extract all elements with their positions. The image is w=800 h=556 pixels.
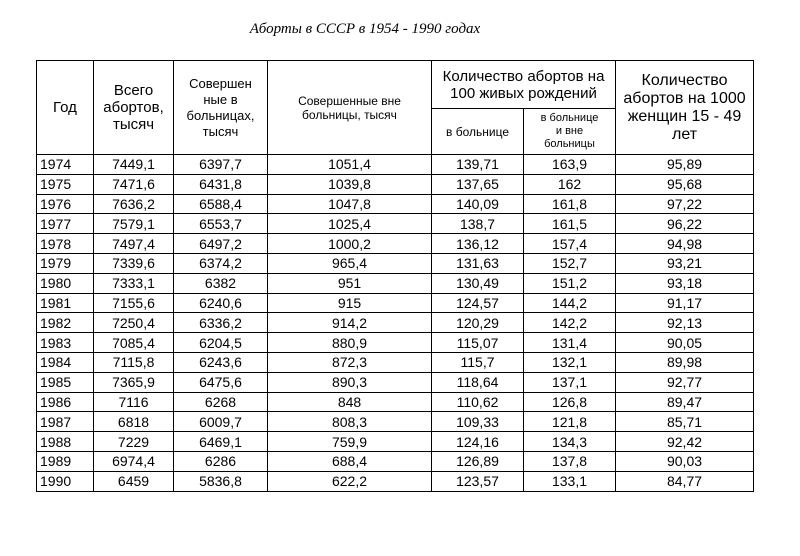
per100-both-cell: 132,1 <box>524 352 616 372</box>
per100-both-cell: 163,9 <box>524 155 616 175</box>
per100-hospital-cell: 139,71 <box>432 155 524 175</box>
table-row <box>37 214 754 234</box>
header-per100: Количество абортов на 100 живых рождений <box>432 61 616 109</box>
outside-cell: 808,3 <box>268 412 432 432</box>
table-row <box>37 313 754 333</box>
hospital-cell: 6009,7 <box>174 412 268 432</box>
per100-both-cell: 157,4 <box>524 234 616 254</box>
per1000-cell: 89,47 <box>616 392 754 412</box>
per100-both-cell: 133,1 <box>524 471 616 491</box>
year-cell: 1984 <box>37 352 94 372</box>
per100-both-cell: 137,1 <box>524 372 616 392</box>
outside-cell: 1000,2 <box>268 234 432 254</box>
hospital-cell: 6588,4 <box>174 194 268 214</box>
year-cell: 1979 <box>37 253 94 273</box>
per100-hospital-cell: 124,16 <box>432 432 524 452</box>
total-cell: 7250,4 <box>94 313 174 333</box>
table-row <box>37 451 754 471</box>
hospital-cell: 6431,8 <box>174 174 268 194</box>
table-row <box>37 392 754 412</box>
per1000-cell: 91,17 <box>616 293 754 313</box>
hospital-cell: 6286 <box>174 451 268 471</box>
per100-both-cell: 142,2 <box>524 313 616 333</box>
outside-cell: 890,3 <box>268 372 432 392</box>
year-cell: 1981 <box>37 293 94 313</box>
year-cell: 1975 <box>37 174 94 194</box>
per100-both-cell: 131,4 <box>524 333 616 353</box>
year-cell: 1983 <box>37 333 94 353</box>
per100-hospital-cell: 115,7 <box>432 352 524 372</box>
outside-cell: 1047,8 <box>268 194 432 214</box>
per1000-cell: 92,42 <box>616 432 754 452</box>
year-cell: 1974 <box>37 155 94 175</box>
year-cell: 1985 <box>37 372 94 392</box>
per100-hospital-cell: 140,09 <box>432 194 524 214</box>
per100-hospital-cell: 118,64 <box>432 372 524 392</box>
hospital-cell: 6553,7 <box>174 214 268 234</box>
table-row <box>37 432 754 452</box>
per100-hospital-cell: 126,89 <box>432 451 524 471</box>
per100-both-cell: 126,8 <box>524 392 616 412</box>
per1000-cell: 93,21 <box>616 253 754 273</box>
year-cell: 1990 <box>37 471 94 491</box>
outside-cell: 1051,4 <box>268 155 432 175</box>
per100-hospital-cell: 136,12 <box>432 234 524 254</box>
per1000-cell: 90,05 <box>616 333 754 353</box>
year-cell: 1978 <box>37 234 94 254</box>
per100-both-cell: 144,2 <box>524 293 616 313</box>
per100-hospital-cell: 115,07 <box>432 333 524 353</box>
total-cell: 7339,6 <box>94 253 174 273</box>
per100-hospital-cell: 109,33 <box>432 412 524 432</box>
outside-cell: 915 <box>268 293 432 313</box>
per100-hospital-cell: 110,62 <box>432 392 524 412</box>
hospital-cell: 6243,6 <box>174 352 268 372</box>
table-row <box>37 234 754 254</box>
per1000-cell: 84,77 <box>616 471 754 491</box>
outside-cell: 1039,8 <box>268 174 432 194</box>
table-row <box>37 253 754 273</box>
year-cell: 1980 <box>37 273 94 293</box>
total-cell: 7497,4 <box>94 234 174 254</box>
per1000-cell: 95,68 <box>616 174 754 194</box>
per100-hospital-cell: 137,65 <box>432 174 524 194</box>
per100-both-cell: 162 <box>524 174 616 194</box>
per100-hospital-cell: 123,57 <box>432 471 524 491</box>
header-hospital: Совершен ные в больницах, тысяч <box>174 61 268 155</box>
hospital-cell: 5836,8 <box>174 471 268 491</box>
outside-cell: 1025,4 <box>268 214 432 234</box>
per1000-cell: 94,98 <box>616 234 754 254</box>
total-cell: 7155,6 <box>94 293 174 313</box>
table-row <box>37 333 754 353</box>
header-per100-both: в больнице и вне больницы <box>524 109 616 155</box>
outside-cell: 951 <box>268 273 432 293</box>
table-row <box>37 372 754 392</box>
per100-hospital-cell: 131,63 <box>432 253 524 273</box>
outside-cell: 914,2 <box>268 313 432 333</box>
hospital-cell: 6497,2 <box>174 234 268 254</box>
hospital-cell: 6397,7 <box>174 155 268 175</box>
total-cell: 7116 <box>94 392 174 412</box>
outside-cell: 688,4 <box>268 451 432 471</box>
table-row <box>37 293 754 313</box>
hospital-cell: 6240,6 <box>174 293 268 313</box>
outside-cell: 965,4 <box>268 253 432 273</box>
header-per100-hospital: в больнице <box>432 109 524 155</box>
per1000-cell: 92,13 <box>616 313 754 333</box>
total-cell: 7085,4 <box>94 333 174 353</box>
per100-both-cell: 152,7 <box>524 253 616 273</box>
per100-both-cell: 161,8 <box>524 194 616 214</box>
total-cell: 7229 <box>94 432 174 452</box>
abortion-stats-table <box>36 60 754 492</box>
table-row <box>37 155 754 175</box>
total-cell: 6974,4 <box>94 451 174 471</box>
per1000-cell: 85,71 <box>616 412 754 432</box>
per1000-cell: 95,89 <box>616 155 754 175</box>
per1000-cell: 93,18 <box>616 273 754 293</box>
per1000-cell: 97,22 <box>616 194 754 214</box>
outside-cell: 622,2 <box>268 471 432 491</box>
year-cell: 1986 <box>37 392 94 412</box>
per100-both-cell: 161,5 <box>524 214 616 234</box>
outside-cell: 880,9 <box>268 333 432 353</box>
table-row <box>37 471 754 491</box>
year-cell: 1988 <box>37 432 94 452</box>
per100-hospital-cell: 124,57 <box>432 293 524 313</box>
total-cell: 7636,2 <box>94 194 174 214</box>
per100-hospital-cell: 130,49 <box>432 273 524 293</box>
per1000-cell: 92,77 <box>616 372 754 392</box>
hospital-cell: 6382 <box>174 273 268 293</box>
year-cell: 1976 <box>37 194 94 214</box>
per100-both-cell: 121,8 <box>524 412 616 432</box>
header-per1000: Количество абортов на 1000 женщин 15 - 49 лет <box>616 61 754 155</box>
hospital-cell: 6469,1 <box>174 432 268 452</box>
per100-hospital-cell: 138,7 <box>432 214 524 234</box>
total-cell: 7333,1 <box>94 273 174 293</box>
per100-hospital-cell: 120,29 <box>432 313 524 333</box>
year-cell: 1989 <box>37 451 94 471</box>
total-cell: 6459 <box>94 471 174 491</box>
per100-both-cell: 134,3 <box>524 432 616 452</box>
total-cell: 7579,1 <box>94 214 174 234</box>
year-cell: 1977 <box>37 214 94 234</box>
total-cell: 7365,9 <box>94 372 174 392</box>
hospital-cell: 6475,6 <box>174 372 268 392</box>
year-cell: 1982 <box>37 313 94 333</box>
outside-cell: 759,9 <box>268 432 432 452</box>
total-cell: 6818 <box>94 412 174 432</box>
header-total: Всего абортов, тысяч <box>94 61 174 155</box>
header-outside: Совершенные вне больницы, тысяч <box>268 61 432 155</box>
hospital-cell: 6336,2 <box>174 313 268 333</box>
total-cell: 7115,8 <box>94 352 174 372</box>
outside-cell: 848 <box>268 392 432 412</box>
per1000-cell: 90,03 <box>616 451 754 471</box>
total-cell: 7449,1 <box>94 155 174 175</box>
table-row <box>37 273 754 293</box>
table-row <box>37 352 754 372</box>
table-row <box>37 412 754 432</box>
per100-both-cell: 151,2 <box>524 273 616 293</box>
per100-both-cell: 137,8 <box>524 451 616 471</box>
total-cell: 7471,6 <box>94 174 174 194</box>
table-title: Аборты в СССР в 1954 - 1990 годах <box>249 21 481 37</box>
hospital-cell: 6268 <box>174 392 268 412</box>
per1000-cell: 96,22 <box>616 214 754 234</box>
year-cell: 1987 <box>37 412 94 432</box>
header-year: Год <box>37 61 94 155</box>
hospital-cell: 6374,2 <box>174 253 268 273</box>
outside-cell: 872,3 <box>268 352 432 372</box>
per1000-cell: 89,98 <box>616 352 754 372</box>
table-row <box>37 174 754 194</box>
table-row <box>37 194 754 214</box>
hospital-cell: 6204,5 <box>174 333 268 353</box>
